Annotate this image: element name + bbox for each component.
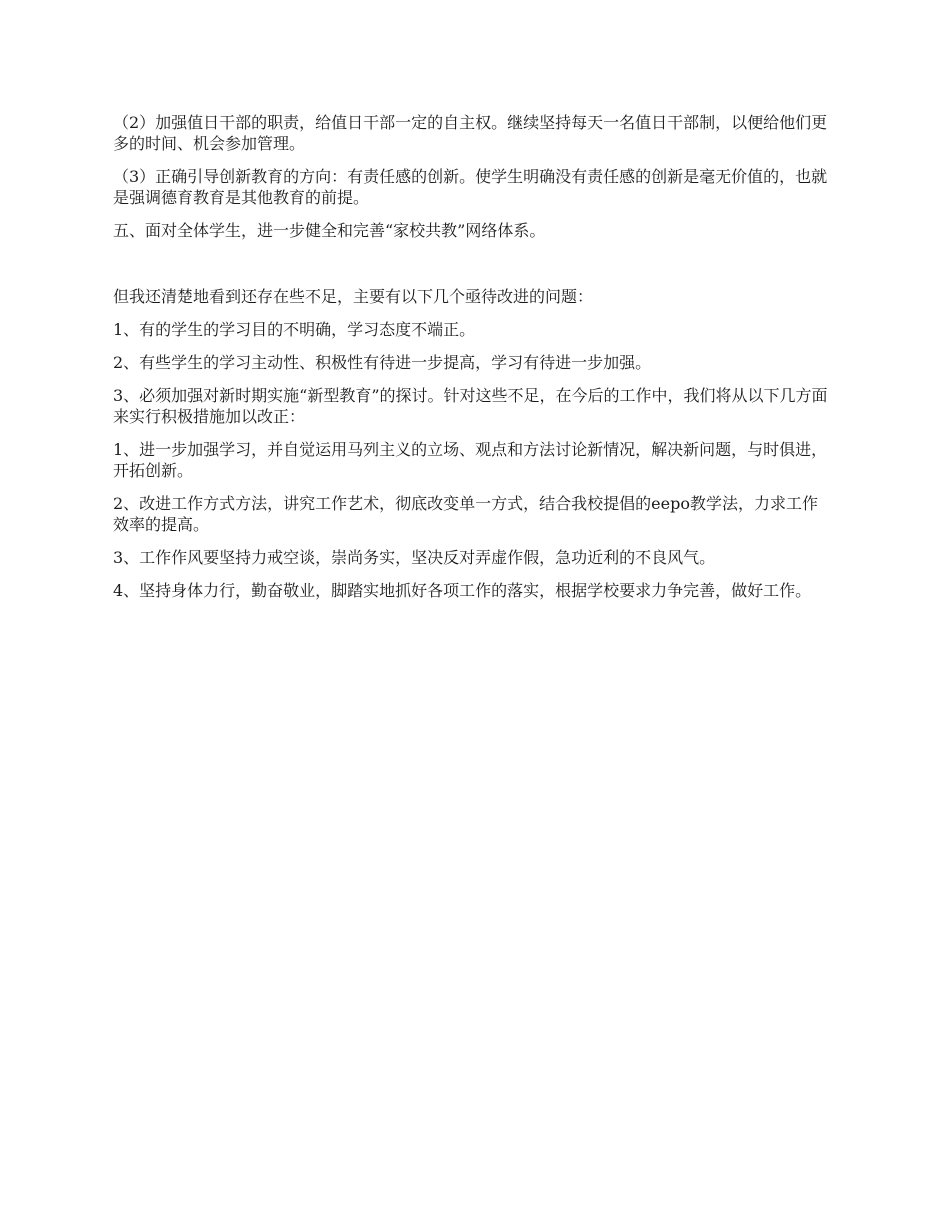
list-item: 1、有的学生的学习目的不明确，学习态度不端正。: [113, 320, 476, 339]
list-item: 2、改进工作方式方法，讲究工作艺术，彻底改变单一方式，结合我校提倡的eepo教学法，力求工作效率的提高。: [113, 494, 818, 534]
document-body: [113, 112, 833, 613]
paragraph: 但我还清楚地看到还存在些不足，主要有以下几个亟待改进的问题：: [113, 287, 594, 306]
list-item: 3、必须加强对新时期实施“新型教育”的探讨。针对这些不足，在今后的工作中，我们将从以下几方面来实行积极措施加以改正：: [113, 386, 828, 426]
list-item: 2、有些学生的学习主动性、积极性有待进一步提高，学习有待进一步加强。: [113, 353, 652, 372]
section-heading: 五、面对全体学生，进一步健全和完善“家校共教”网络体系。: [113, 221, 546, 240]
paragraph: （3）正确引导创新教育的方向：有责任感的创新。使学生明确没有责任感的创新是毫无价值的，也就是强调德育教育是其他教育的前提。: [113, 167, 828, 207]
list-item: 1、进一步加强学习，并自觉运用马列主义的立场、观点和方法讨论新情况，解决新问题，与时俱进，开拓创新。: [113, 440, 828, 480]
paragraph-spacer: [113, 253, 833, 286]
list-item: 3、工作作风要坚持力戒空谈，崇尚务实，坚决反对弄虚作假，急功近利的不良风气。: [113, 548, 716, 567]
list-item: 4、坚持身体力行，勤奋敬业，脚踏实地抓好各项工作的落实，根据学校要求力争完善，做好工作。: [113, 581, 812, 600]
paragraph: （2）加强值日干部的职责，给值日干部一定的自主权。继续坚持每天一名值日干部制，以便给他们更多的时间、机会参加管理。: [113, 113, 828, 153]
